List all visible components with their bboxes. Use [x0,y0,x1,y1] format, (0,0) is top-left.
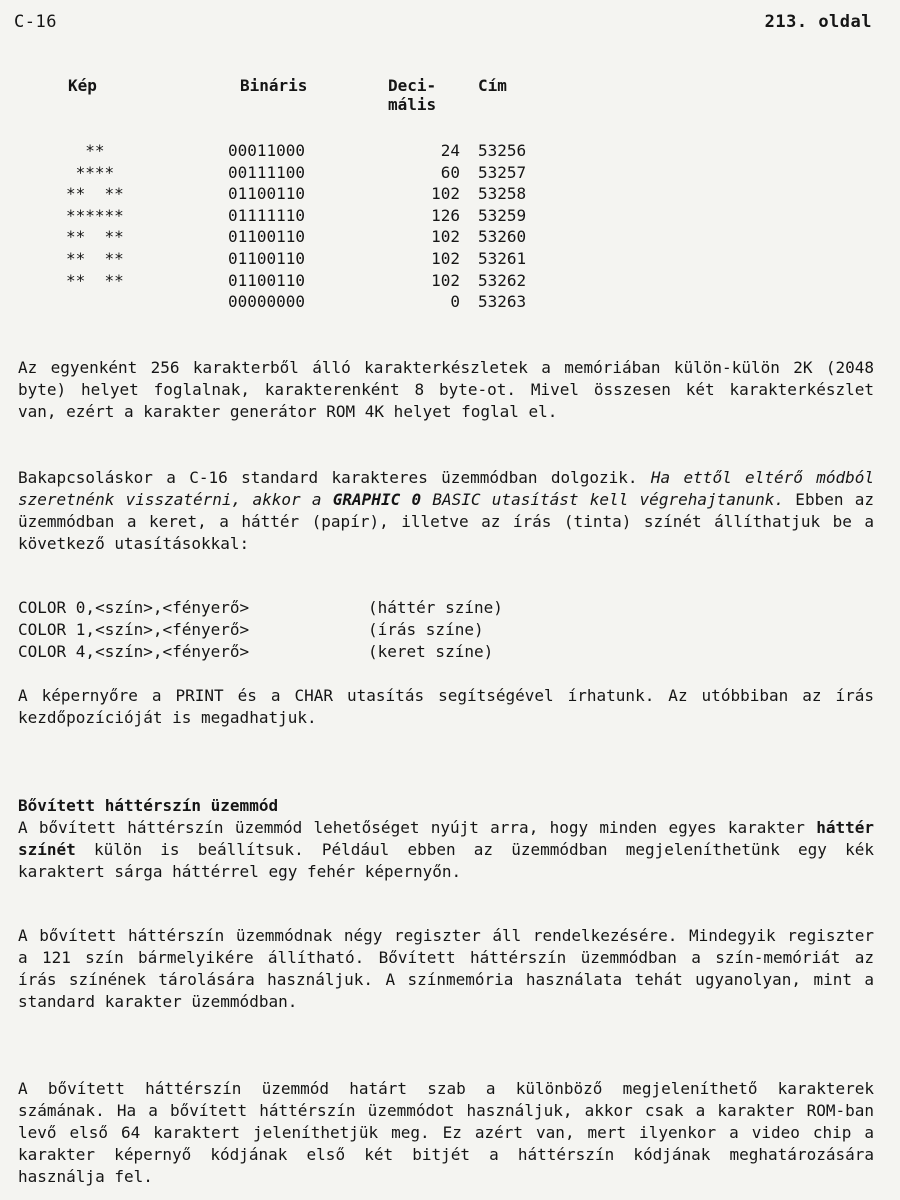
cell-binaris: 01100110 [228,184,306,204]
cell-cim: 53256 [478,141,527,160]
paragraph-standard-mode-part-e: Ebben az üzemmódban a keret, a háttér (papír), illetve az írás (tinta) színét állíthatjuk be a következő utasításokkal: [18,490,875,553]
column-header-decimalis-line1: Deci- [388,76,437,95]
cell-kep: ** ** [66,248,124,268]
table-row [56,205,588,227]
paragraph-standard-mode [18,467,874,555]
cell-binaris: 00111100 [228,162,306,182]
color-command-code: COLOR 0,<szín>,<fényerő> [18,598,250,617]
cell-cim: 53263 [478,292,527,312]
cell-cim: 53257 [478,162,527,182]
cell-kep: ****** [66,205,124,225]
cell-kep [56,291,228,313]
paragraph-extended-limit: A bővített háttérszín üzemmód határt szab a különböző megjeleníthető karakterek számának. Ha a bővített háttérszín üzemmódot használjuk, akkor csak a karakter ROM-ban levő első 64 karaktert jeleníthetjük meg. Ez azért van, mert ilyenkor a video chip a karakter képernyő kódjának első két bitjét a háttérszín kódjának meghatározására használja fel. [18,1079,874,1186]
paragraph-standard-mode-part-d: BASIC utasítást kell végrehajtanunk. [421,490,785,509]
section-title: Bővített háttérszín üzemmód [18,796,279,815]
paragraph-extended-intro [18,817,874,883]
column-header-cim: Cím [478,76,507,95]
character-table [56,76,588,313]
header-left: C-16 [14,12,57,32]
paragraph-print-char: A képernyőre a PRINT és a CHAR utasítás segítségével írhatunk. Az utóbbiban az írás kezdőpozícióját is megadhatjuk. [18,686,874,727]
cell-decimalis: 102 [431,184,460,204]
cell-kep: ** ** [66,184,124,204]
cell-cim: 53261 [478,248,527,268]
color-command-code: COLOR 1,<szín>,<fényerő> [18,620,250,639]
column-header-kep: Kép [68,76,97,95]
cell-binaris: 01111110 [228,205,306,225]
cell-decimalis: 102 [431,248,460,268]
table-row [56,140,588,162]
color-command-row [18,597,503,619]
table-row [56,291,588,313]
paragraph-extended-intro-bold: háttér színét [18,818,874,859]
color-command-desc: (írás színe) [368,620,484,639]
cell-kep: ** ** [66,270,124,290]
paragraph-extended-intro-part-c: külön is beállítsuk. Például ebben az üzemmódban megjeleníthetünk egy kék karaktert sárga háttérrel egy fehér képernyőn. [18,840,874,881]
cell-kep: **** [66,162,115,182]
page-number: 213. oldal [764,12,872,32]
cell-decimalis: 102 [431,227,460,247]
cell-decimalis: 0 [450,292,460,312]
column-header-decimalis-line2: mális [388,95,437,114]
cell-binaris: 01100110 [228,227,306,247]
cell-cim: 53259 [478,205,527,225]
cell-kep: ** ** [66,227,124,247]
table-row [56,226,588,248]
cell-cim: 53260 [478,227,527,247]
color-command-code: COLOR 4,<szín>,<fényerő> [18,642,250,661]
color-command-list [18,597,503,663]
cell-decimalis: 60 [440,162,460,182]
table-row [56,162,588,184]
cell-cim: 53258 [478,184,527,204]
column-header-binaris: Bináris [240,76,308,95]
cell-binaris: 01100110 [228,270,306,290]
paragraph-standard-mode-part-a: Bakapcsoláskor a C-16 standard karakteres üzemmódban dolgozik. [18,468,651,487]
paragraph-extended-intro-part-a: A bővített háttérszín üzemmód lehetőséget nyújt arra, hogy minden egyes karakter [18,818,817,837]
cell-binaris: 00000000 [228,292,306,312]
cell-binaris: 00011000 [228,141,306,160]
cell-cim: 53262 [478,270,527,290]
cell-decimalis: 126 [431,205,460,225]
paragraph-extended-registers: A bővített háttérszín üzemmódnak négy regiszter áll rendelkezésére. Mindegyik regiszter a 121 szín bármelyikére állítható. Bővített háttérszín üzemmódban a szín-memóriát az írás színének tárolására használjuk. A színmemória használata tehát ugyanolyan, mint a standard karakter üzemmódban. [18,926,874,1011]
color-command-desc: (háttér színe) [368,598,503,617]
paragraph-charset-memory: Az egyenként 256 karakterből álló karakterkészletek a memóriában külön-külön 2K (2048 byte) helyet foglalnak, karakterenként 8 byte-ot. Mivel összesen két karakterkészlet van, ezért a karakter generátor ROM 4K helyet foglal el. [18,358,874,421]
paragraph-standard-mode-part-b: Ha ettől eltérő módból szeretnénk visszatérni, akkor a [18,468,875,509]
cell-binaris: 01100110 [228,248,306,268]
cell-kep: ** [66,141,105,160]
color-command-desc: (keret színe) [368,642,494,661]
color-command-row [18,641,503,663]
table-row [56,248,588,270]
column-header-decimalis [376,76,460,114]
graphic-command: GRAPHIC 0 [332,490,422,509]
cell-decimalis: 102 [431,270,460,290]
table-row [56,183,588,205]
color-command-row [18,619,503,641]
cell-decimalis: 24 [440,141,460,160]
table-row [56,270,588,292]
